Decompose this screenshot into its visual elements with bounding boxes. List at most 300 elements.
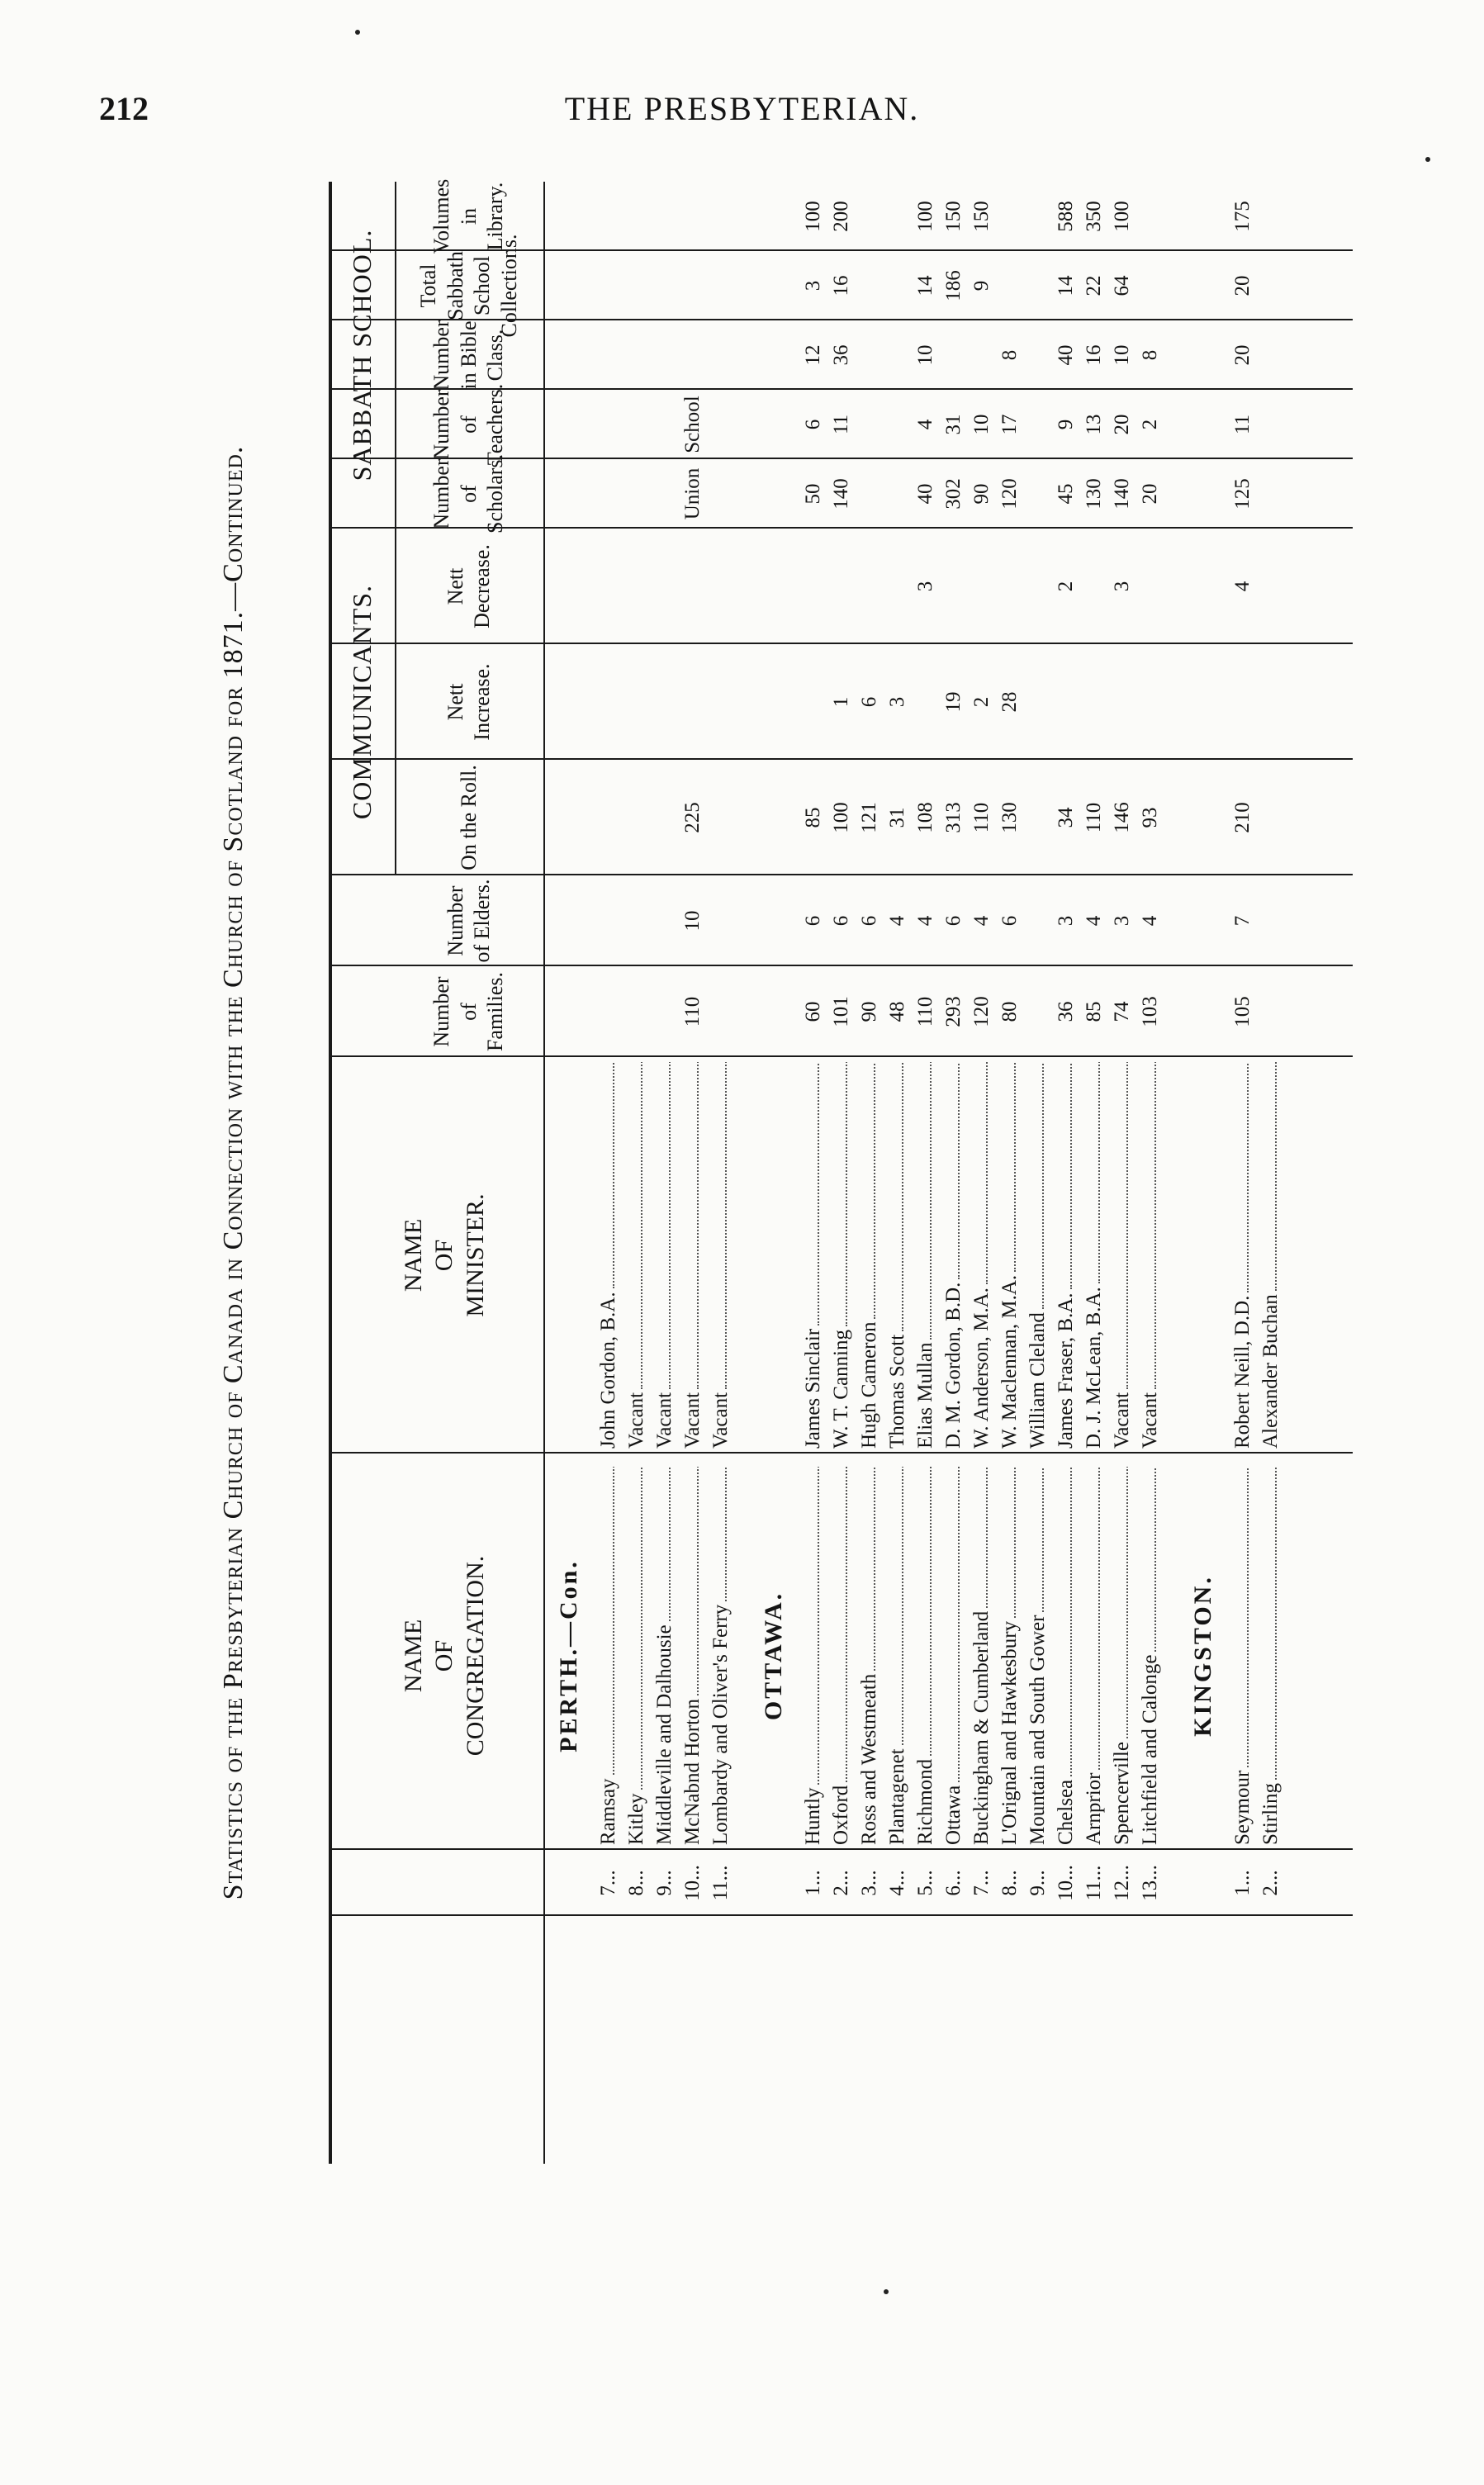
cell-text: D. J. McLean, B.A. <box>1083 1287 1105 1449</box>
cell-library <box>827 187 856 246</box>
cell-text: 103 <box>1139 996 1161 1027</box>
minister-header-line: OF <box>430 1239 458 1272</box>
leader-dots <box>884 1467 903 1745</box>
cell-text: 1 <box>830 696 852 708</box>
leader-dots <box>1257 1062 1277 1291</box>
cell-congregation <box>912 1467 940 1845</box>
cell-text: 200 <box>830 201 852 232</box>
cell-bible <box>912 325 940 385</box>
cell-text: 5 <box>914 1885 936 1896</box>
teachers-header: Number of Teachers. <box>429 383 508 466</box>
cell-bible <box>827 325 856 385</box>
leader-dots <box>827 1467 847 1782</box>
leader-dots: ... <box>1111 1865 1133 1880</box>
cell-bible <box>1108 325 1136 385</box>
leader-dots: ... <box>653 1870 676 1886</box>
cell-inc <box>623 649 651 755</box>
cell-text: 20 <box>1231 275 1254 296</box>
cell-library <box>651 187 679 246</box>
cell-library <box>595 187 623 246</box>
cell-text: Lombardy and Oliver's Ferry <box>709 1604 732 1845</box>
cell-text: 110 <box>914 996 936 1027</box>
cell-teachers <box>1136 395 1164 454</box>
cell-text: 64 <box>1111 275 1133 296</box>
cell-text: 9 <box>1055 419 1077 430</box>
cell-congregation <box>595 1467 623 1845</box>
cell-dec <box>1229 534 1257 639</box>
cell-text: Thomas Scott <box>886 1334 908 1449</box>
cell-inc <box>968 649 996 755</box>
cell-congregation <box>1080 1467 1108 1845</box>
cell-text: 120 <box>998 478 1021 510</box>
cell-families <box>707 971 735 1052</box>
leader-dots <box>1024 1062 1044 1309</box>
cell-elders <box>1257 880 1285 961</box>
cell-no <box>679 1855 707 1911</box>
leader-dots: ... <box>802 1870 824 1886</box>
cell-minister <box>651 1062 679 1449</box>
cell-congregation <box>1229 1467 1257 1845</box>
cell-text: Ross and Westmeath <box>858 1673 880 1845</box>
cell-text: Vacant <box>653 1392 676 1449</box>
cell-text: 20 <box>1139 483 1161 505</box>
cell-text: 85 <box>1083 1001 1105 1022</box>
cell-families <box>856 971 884 1052</box>
cell-library <box>1108 187 1136 246</box>
cell-elders <box>623 880 651 961</box>
cell-coll <box>1229 256 1257 315</box>
page-number: 212 <box>99 90 149 127</box>
cell-text: 210 <box>1231 802 1254 833</box>
cell-text: 45 <box>1055 483 1077 505</box>
cell-text: 105 <box>1231 996 1254 1027</box>
cell-teachers <box>996 395 1024 454</box>
column-rule <box>329 965 1353 966</box>
cell-text: Richmond <box>914 1758 936 1845</box>
cell-bible <box>856 325 884 385</box>
cell-scholars <box>1229 464 1257 524</box>
cell-text: 125 <box>1231 478 1254 510</box>
statistics-grid <box>279 178 1353 2164</box>
cell-text: 146 <box>1111 802 1133 833</box>
leader-dots <box>996 1062 1016 1272</box>
cell-elders <box>940 880 968 961</box>
leader-dots <box>1136 1062 1156 1389</box>
cell-text: D. M. Gordon, B.D. <box>942 1282 965 1449</box>
cell-text: 100 <box>802 201 824 232</box>
cell-families <box>623 971 651 1052</box>
cell-text: 10 <box>681 910 704 932</box>
cell-dec <box>968 534 996 639</box>
cell-text: 20 <box>1231 344 1254 366</box>
cell-library <box>1229 187 1257 246</box>
cell-text: Oxford <box>830 1785 852 1845</box>
cell-no <box>968 1855 996 1911</box>
cell-bible <box>940 325 968 385</box>
cell-text: 6 <box>942 915 965 927</box>
cell-scholars <box>1052 464 1080 524</box>
cell-text: 4 <box>886 1885 908 1896</box>
cell-congregation <box>1257 1467 1285 1845</box>
cell-minister <box>912 1062 940 1449</box>
cell-library <box>996 187 1024 246</box>
cell-inc <box>1229 649 1257 755</box>
cell-bible <box>1257 325 1285 385</box>
cell-text: Vacant <box>1139 1392 1161 1449</box>
cell-text: 28 <box>998 691 1021 713</box>
cell-text: 175 <box>1231 201 1254 232</box>
cell-library <box>1080 187 1108 246</box>
section-title: PERTH.—Con. <box>555 1559 582 1752</box>
cell-coll <box>940 256 968 315</box>
cell-text: 17 <box>998 414 1021 435</box>
cell-coll <box>856 256 884 315</box>
cell-text: 302 <box>942 478 965 510</box>
cell-no <box>1229 1855 1257 1911</box>
cell-text: 2 <box>1259 1885 1282 1896</box>
leader-dots: ... <box>625 1870 647 1886</box>
cell-on-roll <box>1024 765 1052 870</box>
cell-dec <box>1024 534 1052 639</box>
cell-on-roll <box>1229 765 1257 870</box>
leader-dots: ... <box>858 1870 880 1886</box>
cell-bible <box>968 325 996 385</box>
cell-on-roll <box>1052 765 1080 870</box>
cell-inc <box>799 649 827 755</box>
cell-library <box>968 187 996 246</box>
cell-text: Vacant <box>1111 1392 1133 1449</box>
cell-dec <box>1108 534 1136 639</box>
cell-elders <box>1136 880 1164 961</box>
column-rule <box>329 249 1353 251</box>
cell-families <box>1024 971 1052 1052</box>
cell-text: Robert Neill, D.D. <box>1231 1295 1254 1449</box>
cell-minister <box>1257 1062 1285 1449</box>
cell-text: 22 <box>1083 275 1105 296</box>
cell-coll <box>623 256 651 315</box>
cell-on-roll <box>827 765 856 870</box>
cell-text: 7 <box>597 1885 619 1896</box>
cell-coll <box>1108 256 1136 315</box>
cell-text: 1 <box>802 1885 824 1896</box>
congregation-header-line: CONGREGATION. <box>461 1555 489 1757</box>
cell-bible <box>1136 325 1164 385</box>
cell-no <box>1136 1855 1164 1911</box>
cell-library <box>940 187 968 246</box>
cell-coll <box>799 256 827 315</box>
cell-inc <box>1024 649 1052 755</box>
cell-text: 150 <box>942 201 965 232</box>
cell-text: 100 <box>1111 201 1133 232</box>
cell-congregation <box>856 1467 884 1845</box>
cell-elders <box>968 880 996 961</box>
cell-text: 90 <box>858 1001 880 1022</box>
cell-text: 14 <box>1055 275 1077 296</box>
cell-text: 130 <box>998 802 1021 833</box>
column-rule <box>329 388 1353 390</box>
cell-no <box>1080 1855 1108 1911</box>
cell-text: 10 <box>970 414 993 435</box>
cell-scholars <box>996 464 1024 524</box>
cell-text: Middleville and Dalhousie <box>653 1624 676 1845</box>
families-header: Number of Families. <box>429 971 508 1052</box>
section-title: OTTAWA. <box>760 1591 787 1721</box>
cell-text: 4 <box>914 915 936 927</box>
cell-text: 48 <box>886 1001 908 1022</box>
cell-text: 350 <box>1083 201 1105 232</box>
cell-inc <box>1257 649 1285 755</box>
cell-library <box>799 187 827 246</box>
cell-inc <box>1052 649 1080 755</box>
cell-text: 140 <box>1111 478 1133 510</box>
cell-text: Plantagenet <box>886 1748 908 1845</box>
cell-coll <box>1052 256 1080 315</box>
cell-text: 9 <box>970 280 993 292</box>
cell-dec <box>940 534 968 639</box>
cell-coll <box>679 256 707 315</box>
leader-dots: ... <box>709 1865 732 1881</box>
cell-families <box>996 971 1024 1052</box>
leader-dots <box>1024 1467 1044 1612</box>
cell-dec <box>799 534 827 639</box>
rotated-statistics-table <box>205 178 1361 2164</box>
cell-scholars <box>1108 464 1136 524</box>
cell-bible <box>651 325 679 385</box>
cell-families <box>940 971 968 1052</box>
cell-teachers <box>707 395 735 454</box>
cell-library <box>884 187 912 246</box>
cell-dec <box>1257 534 1285 639</box>
cell-text: 110 <box>1083 802 1105 833</box>
cell-text: Litchfield and Calonge <box>1139 1654 1161 1845</box>
cell-text: 4 <box>1139 915 1161 927</box>
cell-bible <box>1080 325 1108 385</box>
cell-coll <box>996 256 1024 315</box>
leader-dots: ... <box>681 1865 704 1880</box>
cell-text: 40 <box>914 483 936 505</box>
cell-elders <box>799 880 827 961</box>
cell-no <box>707 1855 735 1911</box>
leader-dots <box>856 1467 875 1671</box>
cell-teachers <box>1229 395 1257 454</box>
cell-text: 588 <box>1055 201 1077 232</box>
cell-no <box>595 1855 623 1911</box>
cell-text: 101 <box>830 996 852 1027</box>
cell-congregation <box>968 1467 996 1845</box>
cell-text: 6 <box>998 915 1021 927</box>
cell-text: Kitley <box>625 1793 647 1845</box>
cell-dec <box>884 534 912 639</box>
cell-families <box>799 971 827 1052</box>
minister-header-line: NAME <box>399 1218 427 1292</box>
elders-header: Number of Elders. <box>443 879 494 963</box>
cell-text: 2 <box>830 1885 852 1896</box>
cell-library <box>623 187 651 246</box>
cell-scholars <box>707 464 735 524</box>
leader-dots <box>912 1062 932 1340</box>
cell-library <box>912 187 940 246</box>
cell-teachers <box>1024 395 1052 454</box>
cell-minister <box>595 1062 623 1449</box>
cell-bible <box>1024 325 1052 385</box>
cell-minister <box>940 1062 968 1449</box>
cell-text: 16 <box>830 275 852 296</box>
cell-text: 130 <box>1083 478 1105 510</box>
leader-dots <box>968 1062 988 1284</box>
cell-elders <box>827 880 856 961</box>
cell-text: 9 <box>1026 1885 1049 1896</box>
cell-text: Vacant <box>709 1392 732 1449</box>
cell-inc <box>856 649 884 755</box>
cell-text: 16 <box>1083 344 1105 366</box>
leader-dots <box>1229 1467 1249 1767</box>
leader-dots <box>827 1062 847 1326</box>
cell-text: 150 <box>970 201 993 232</box>
cell-bible <box>707 325 735 385</box>
leader-dots: ... <box>597 1870 619 1886</box>
leader-dots <box>679 1062 699 1389</box>
congregation-header-line: OF <box>430 1639 458 1672</box>
cell-text: 80 <box>998 1001 1021 1022</box>
cell-text: 140 <box>830 478 852 510</box>
leader-dots <box>707 1467 727 1601</box>
cell-minister <box>1229 1062 1257 1449</box>
cell-text: 121 <box>858 802 880 833</box>
leader-dots: ... <box>970 1870 993 1886</box>
leader-dots <box>1108 1062 1128 1389</box>
cell-coll <box>884 256 912 315</box>
cell-text: 36 <box>830 344 852 366</box>
cell-bible <box>1052 325 1080 385</box>
cell-congregation <box>996 1467 1024 1845</box>
cell-no <box>912 1855 940 1911</box>
leader-dots <box>1108 1467 1128 1738</box>
leader-dots: ... <box>1083 1865 1105 1881</box>
cell-teachers <box>679 395 707 454</box>
cell-on-roll <box>623 765 651 870</box>
cell-inc <box>827 649 856 755</box>
cell-text: 10 <box>681 1880 704 1901</box>
cell-text: Elias Mullan <box>914 1342 936 1449</box>
cell-dec <box>856 534 884 639</box>
cell-inc <box>884 649 912 755</box>
cell-on-roll <box>996 765 1024 870</box>
cell-text: 31 <box>886 807 908 828</box>
cell-teachers <box>827 395 856 454</box>
cell-text: 8 <box>998 1885 1021 1896</box>
leader-dots <box>595 1467 614 1775</box>
cell-on-roll <box>884 765 912 870</box>
cell-families <box>1229 971 1257 1052</box>
cell-teachers <box>968 395 996 454</box>
cell-text: 40 <box>1055 344 1077 366</box>
cell-text: William Cleland <box>1026 1312 1049 1449</box>
cell-text: Huntly <box>802 1787 824 1845</box>
cell-on-roll <box>799 765 827 870</box>
cell-no <box>1257 1855 1285 1911</box>
cell-text: 4 <box>1231 581 1254 592</box>
cell-text: Vacant <box>625 1392 647 1449</box>
journal-title: THE PRESBYTERIAN. <box>564 90 920 127</box>
cell-text: 110 <box>681 996 704 1027</box>
leader-dots <box>623 1467 642 1790</box>
congregation-header <box>353 1462 535 1850</box>
column-rule <box>329 319 1353 320</box>
leader-dots <box>707 1062 727 1389</box>
cell-text: 4 <box>886 915 908 927</box>
cell-minister <box>799 1062 827 1449</box>
cell-minister <box>827 1062 856 1449</box>
leader-dots <box>1136 1467 1156 1652</box>
cell-text: 108 <box>914 802 936 833</box>
cell-text: 8 <box>625 1885 647 1896</box>
cell-text: 110 <box>970 802 993 833</box>
cell-dec <box>623 534 651 639</box>
cell-text: 2 <box>1055 581 1077 592</box>
library-header: Volumes in Library. <box>429 178 508 254</box>
on-roll-header: On the Roll. <box>456 765 481 870</box>
cell-elders <box>1108 880 1136 961</box>
cell-text: 4 <box>1083 915 1105 927</box>
cell-inc <box>651 649 679 755</box>
cell-scholars <box>1136 464 1164 524</box>
cell-on-roll <box>856 765 884 870</box>
cell-text: 12 <box>1111 1880 1133 1901</box>
cell-no <box>996 1855 1024 1911</box>
cell-elders <box>651 880 679 961</box>
cell-text: 10 <box>1055 1880 1077 1901</box>
cell-text: School <box>681 396 704 453</box>
cell-text: W. Maclennan, M.A. <box>998 1274 1021 1449</box>
cell-text: 13 <box>1083 414 1105 435</box>
cell-text: Ramsay <box>597 1778 619 1845</box>
cell-text: 1 <box>1231 1885 1254 1896</box>
cell-elders <box>884 880 912 961</box>
cell-scholars <box>799 464 827 524</box>
cell-inc <box>595 649 623 755</box>
cell-text: 8 <box>1139 349 1161 361</box>
leader-dots: ... <box>1259 1870 1282 1886</box>
cell-minister <box>1080 1062 1108 1449</box>
cell-text: John Gordon, B.A. <box>597 1292 619 1449</box>
cell-minister <box>968 1062 996 1449</box>
cell-inc <box>996 649 1024 755</box>
cell-no <box>1108 1855 1136 1911</box>
cell-dec <box>912 534 940 639</box>
cell-coll <box>912 256 940 315</box>
cell-on-roll <box>1080 765 1108 870</box>
cell-text: Arnprior <box>1083 1772 1105 1845</box>
leader-dots <box>884 1062 903 1331</box>
cell-minister <box>623 1062 651 1449</box>
cell-text: Seymour <box>1231 1770 1254 1845</box>
table-caption: Statistics of the Presbyterian Church of Canada in Connection with the Church of Scotland for 1871.—Continued. <box>218 445 249 1900</box>
leader-dots <box>856 1062 875 1319</box>
cell-text: 12 <box>802 344 824 366</box>
cell-text: 3 <box>802 280 824 292</box>
cell-text: 14 <box>914 275 936 296</box>
cell-teachers <box>1080 395 1108 454</box>
header-rule <box>543 182 545 2164</box>
cell-dec <box>1080 534 1108 639</box>
cell-text: 11 <box>830 414 852 435</box>
cell-dec <box>595 534 623 639</box>
cell-text: 2 <box>970 696 993 708</box>
cell-scholars <box>623 464 651 524</box>
cell-congregation <box>707 1467 735 1845</box>
cell-elders <box>856 880 884 961</box>
cell-inc <box>679 649 707 755</box>
